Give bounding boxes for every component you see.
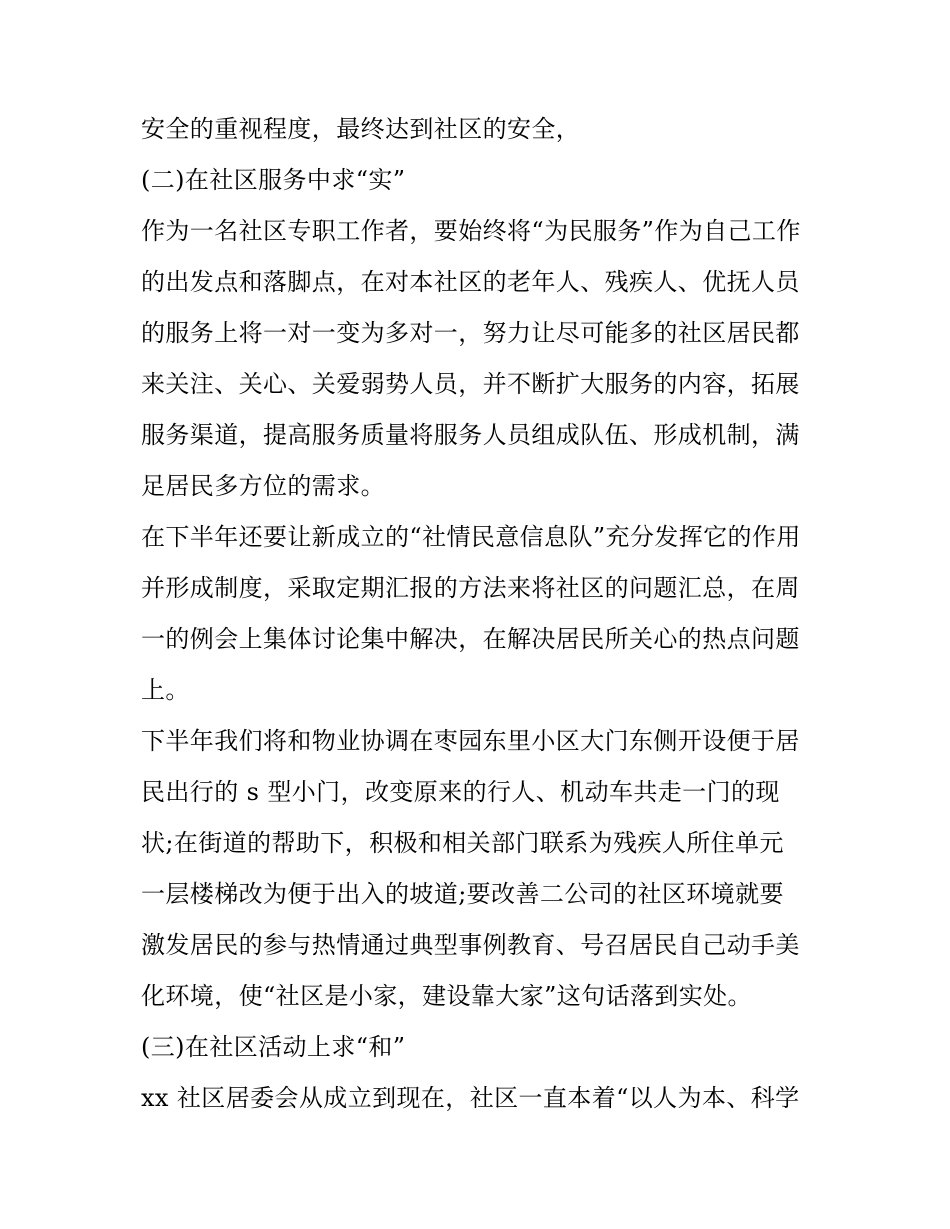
text-line: 安全的重视程度，最终达到社区的安全， — [141, 115, 581, 143]
text-line: 化环境，使“社区是小家，建设靠大家”这句话落到实处。 — [141, 982, 752, 1010]
text-line: 一的例会上集体讨论集中解决，在解决居民所关心的热点问题 — [141, 625, 800, 653]
text-line: 在下半年还要让新成立的“社情民意信息队”充分发挥它的作用 — [141, 523, 801, 551]
text-line: 上。 — [141, 676, 190, 704]
text-line: 下半年我们将和物业协调在枣园东里小区大门东侧开设便于居 — [141, 727, 800, 755]
text-line: 服务渠道，提高服务质量将服务人员组成队伍、形成机制，满 — [141, 421, 800, 449]
section-heading: (二)在社区服务中求“实” — [141, 166, 406, 194]
text-line: 的出发点和落脚点，在对本社区的老年人、残疾人、优抚人员 — [141, 268, 800, 296]
text-line: 作为一名社区专职工作者，要始终将“为民服务”作为自己工作 — [141, 217, 801, 245]
text-line: 的服务上将一对一变为多对一，努力让尽可能多的社区居民都 — [141, 319, 800, 347]
text-line: 民出行的 s 型小门，改变原来的行人、机动车共走一门的现 — [141, 778, 780, 806]
section-heading: (三)在社区活动上求“和” — [141, 1033, 406, 1061]
text-line: 激发居民的参与热情通过典型事例教育、号召居民自己动手美 — [141, 931, 800, 959]
text-line: 足居民多方位的需求。 — [141, 472, 385, 500]
text-line: 一层楼梯改为便于出入的坡道;要改善二公司的社区环境就要 — [141, 880, 784, 908]
text-line: 来关注、关心、关爱弱势人员，并不断扩大服务的内容，拓展 — [141, 370, 800, 398]
text-line: xx 社区居委会从成立到现在，社区一直本着“以人为本、科学 — [141, 1084, 800, 1112]
document-body — [141, 104, 821, 1124]
text-line: 并形成制度，采取定期汇报的方法来将社区的问题汇总，在周 — [141, 574, 800, 602]
text-line: 状;在街道的帮助下，积极和相关部门联系为残疾人所住单元 — [141, 829, 784, 857]
